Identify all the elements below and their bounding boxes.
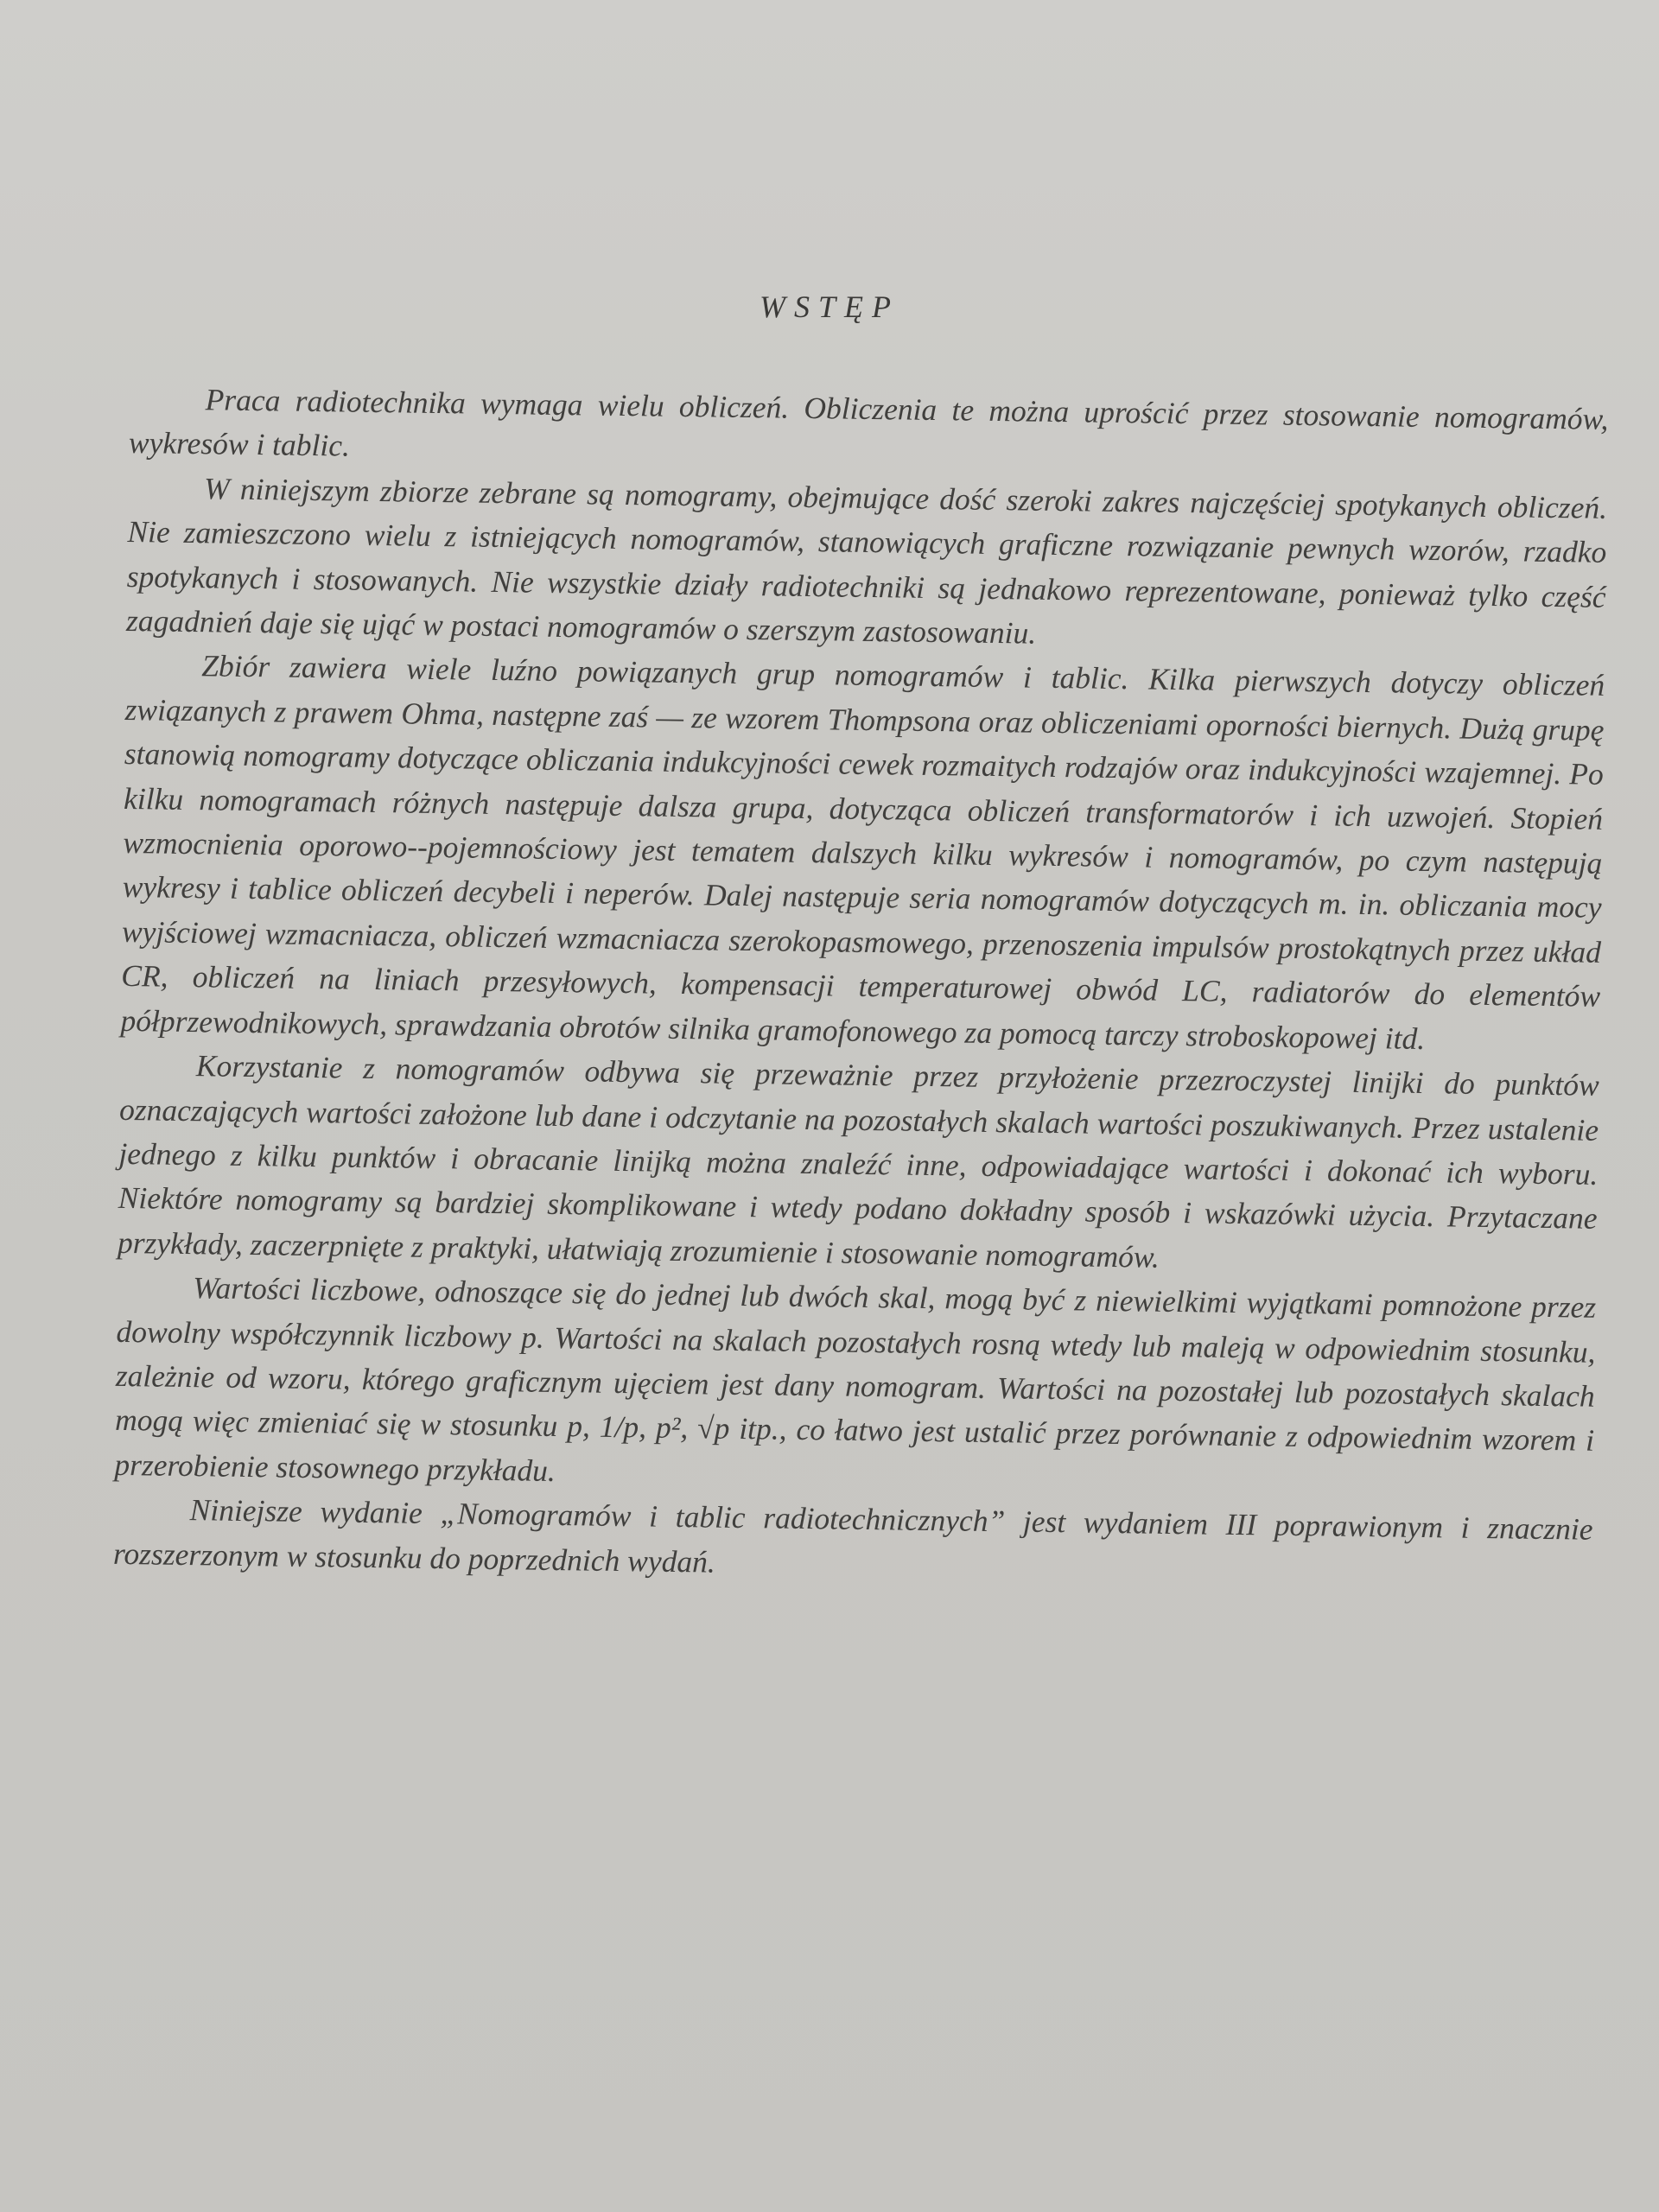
page-heading: WSTĘP xyxy=(760,289,899,324)
paragraph-contents-overview: Zbiór zawiera wiele luźno powiązanych grup nomogramów i tablic. Kilka pierwszych dotyczy obliczeń związanych z prawem Ohma, następne zaś — ze wzorem Thompsona oraz obliczeniami oporności biernych. Dużą grupę stanowią nomogramy dotyczące obliczania indukcyjności cewek rozmaitych rodzajów oraz indukcyjności wzajemnej. Po kilku nomogramach różnych następuje dalsza grupa, dotycząca obliczeń transformatorów i ich uzwojeń. Stopień wzmocnienia oporowo--pojemnościowy jest tematem dalszych kilku wykresów i nomogramów, po czym następują wykresy i tablice obliczeń decybeli i neperów. Dalej następuje seria nomogramów dotyczących m. in. obliczania mocy wyjściowej wzmacniacza, obliczeń wzmacniacza szerokopasmowego, przenoszenia impulsów prostokątnych przez układ CR, obliczeń na liniach przesyłowych, kompensacji temperaturowej obwód LC, radiatorów do elementów półprzewodnikowych, sprawdzania obrotów silnika gramofonowego za pomocą tarczy stroboskopowej itd. xyxy=(120,648,1605,1056)
paragraph-edition: Niniejsze wydanie „Nomogramów i tablic radiotechnicznych” jest wydaniem III poprawionym i znacznie rozszerzonym w stosunku do poprzednich wydań. xyxy=(112,1492,1593,1580)
paragraph-usage: Korzystanie z nomogramów odbywa się przeważnie przez przyłożenie przezroczystej linijki do punktów oznaczających wartości założone lub dane i odczytanie na pozostałych skalach wartości poszukiwanych. Przez ustalenie jednego z kilku punktów i obracanie linijką można znaleźć inne, odpowiadające wartości i dokonać ich wyboru. Niektóre nomogramy są bardziej skomplikowane i wtedy podano dokładny sposób i wskazówki użycia. Przytaczane przykłady, zaczerpnięte z praktyki, ułatwiają zrozumienie i stosowanie nomogramów. xyxy=(117,1048,1599,1274)
body-text xyxy=(113,377,1609,1597)
paragraph-collection-scope: W niniejszym zbiorze zebrane są nomogramy, obejmujące dość szeroki zakres najczęściej spotykanych obliczeń. Nie zamieszczono wielu z istniejących nomogramów, stanowiących graficzne rozwiązanie pewnych wzorów, rzadko spotykanych i stosowanych. Nie wszystkie działy radiotechniki są jednakowo reprezentowane, ponieważ tylko część zagadnień daje się ująć w postaci nomogramów o szerszym zastosowaniu. xyxy=(125,471,1608,651)
paragraph-scaling: Wartości liczbowe, odnoszące się do jednej lub dwóch skal, mogą być z niewielkimi wyjątkami pomnożone przez dowolny współczynnik liczbowy p. Wartości na skalach pozostałych rosną wtedy lub maleją w odpowiednim stosunku, zależnie od wzoru, którego graficznym ujęciem jest dany nomogram. Wartości na pozostałej lub pozostałych skalach mogą więc zmieniać się w stosunku p, 1/p, p², √p itp., co łatwo jest ustalić przez porównanie z odpowiednim wzorem i przerobienie stosownego przykładu. xyxy=(114,1270,1597,1488)
paragraph-intro: Praca radiotechnika wymaga wielu obliczeń. Obliczenia te można uprościć przez stosowanie nomogramów, wykresów i tablic. xyxy=(128,382,1609,463)
